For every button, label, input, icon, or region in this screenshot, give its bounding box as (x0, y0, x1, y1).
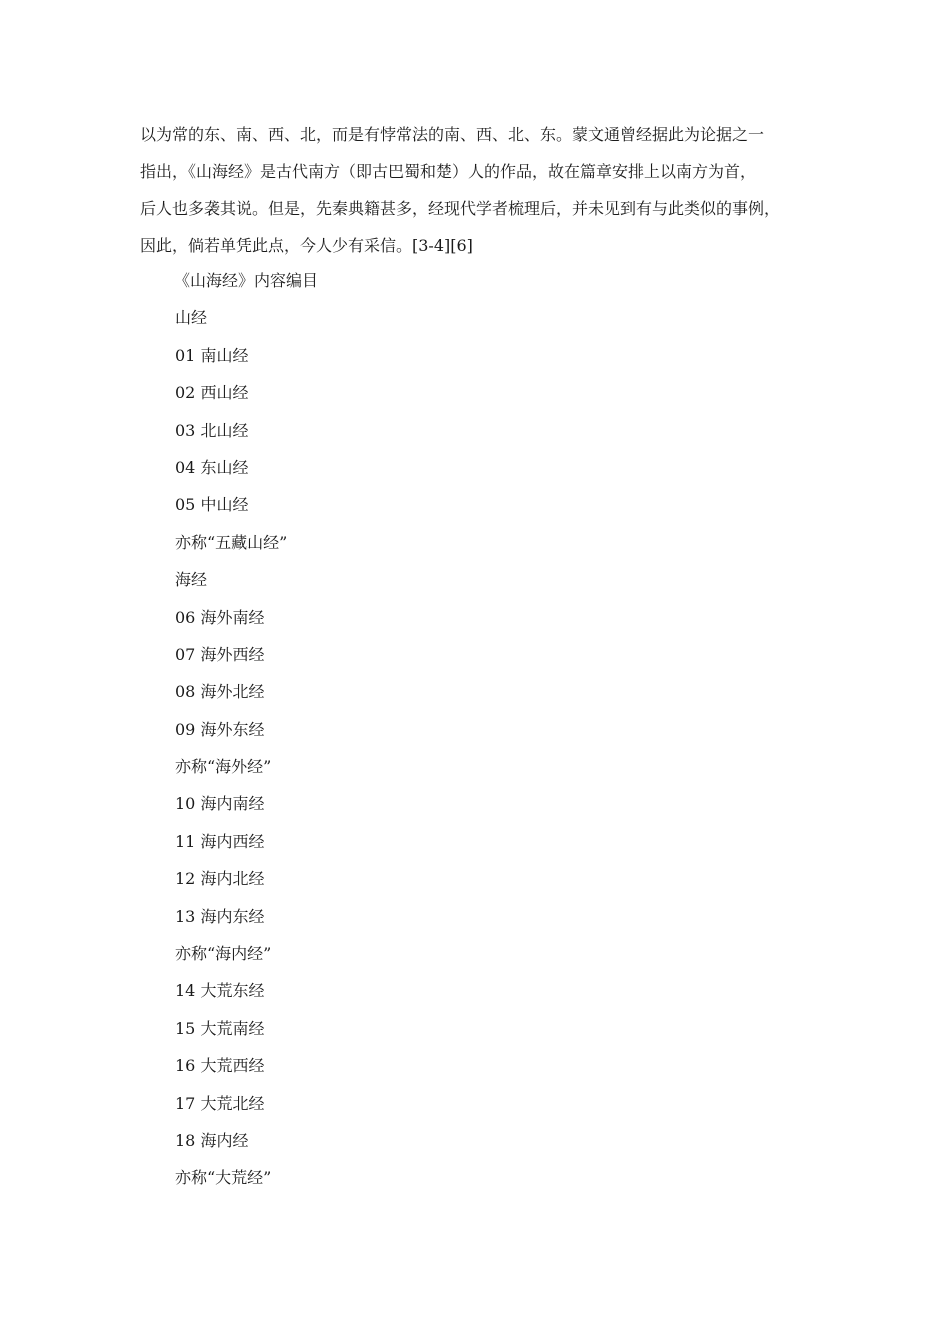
toc-item: 16 大荒西经 (175, 1056, 265, 1076)
paragraph-line: 指出，《山海经》是古代南方（即古巴蜀和楚）人的作品，故在篇章安排上以南方为首， (140, 162, 757, 181)
table-of-contents (175, 262, 318, 1197)
toc-item: 05 中山经 (175, 495, 249, 515)
toc-note: 亦称“大荒经” (175, 1168, 272, 1188)
toc-item: 02 西山经 (175, 383, 249, 403)
toc-item: 10 海内南经 (175, 794, 265, 814)
toc-item: 11 海内西经 (175, 831, 265, 851)
toc-item: 06 海外南经 (175, 607, 265, 627)
toc-item: 18 海内经 (175, 1130, 249, 1150)
toc-item: 04 东山经 (175, 457, 249, 477)
toc-item: 07 海外西经 (175, 644, 265, 664)
toc-note: 亦称“五藏山经” (175, 532, 288, 552)
toc-note: 亦称“海外经” (175, 757, 272, 777)
toc-item: 08 海外北经 (175, 682, 265, 702)
paragraph-line: 以为常的东、南、西、北，而是有悖常法的南、西、北、东。蒙文通曾经据此为论据之一 (140, 125, 765, 144)
toc-list (175, 299, 318, 1196)
toc-item: 13 海内东经 (175, 906, 265, 926)
toc-item: 14 大荒东经 (175, 981, 265, 1001)
toc-item: 12 海内北经 (175, 869, 265, 889)
toc-section-heading: 山经 (175, 308, 208, 328)
paragraph-line: 后人也多袭其说。但是，先秦典籍甚多，经现代学者梳理后，并未见到有与此类似的事例， (140, 199, 781, 218)
toc-item: 17 大荒北经 (175, 1093, 265, 1113)
toc-item: 15 大荒南经 (175, 1018, 265, 1038)
toc-item: 03 北山经 (175, 420, 249, 440)
body-paragraph (140, 116, 820, 264)
toc-heading: 《山海经》内容编目 (174, 271, 319, 290)
paragraph-line: 因此，倘若单凭此点，今人少有采信。[3-4][6] (140, 236, 473, 255)
toc-item: 09 海外东经 (175, 719, 265, 739)
toc-note: 亦称“海内经” (175, 944, 272, 964)
toc-section-heading: 海经 (175, 570, 208, 590)
toc-item: 01 南山经 (175, 345, 249, 365)
